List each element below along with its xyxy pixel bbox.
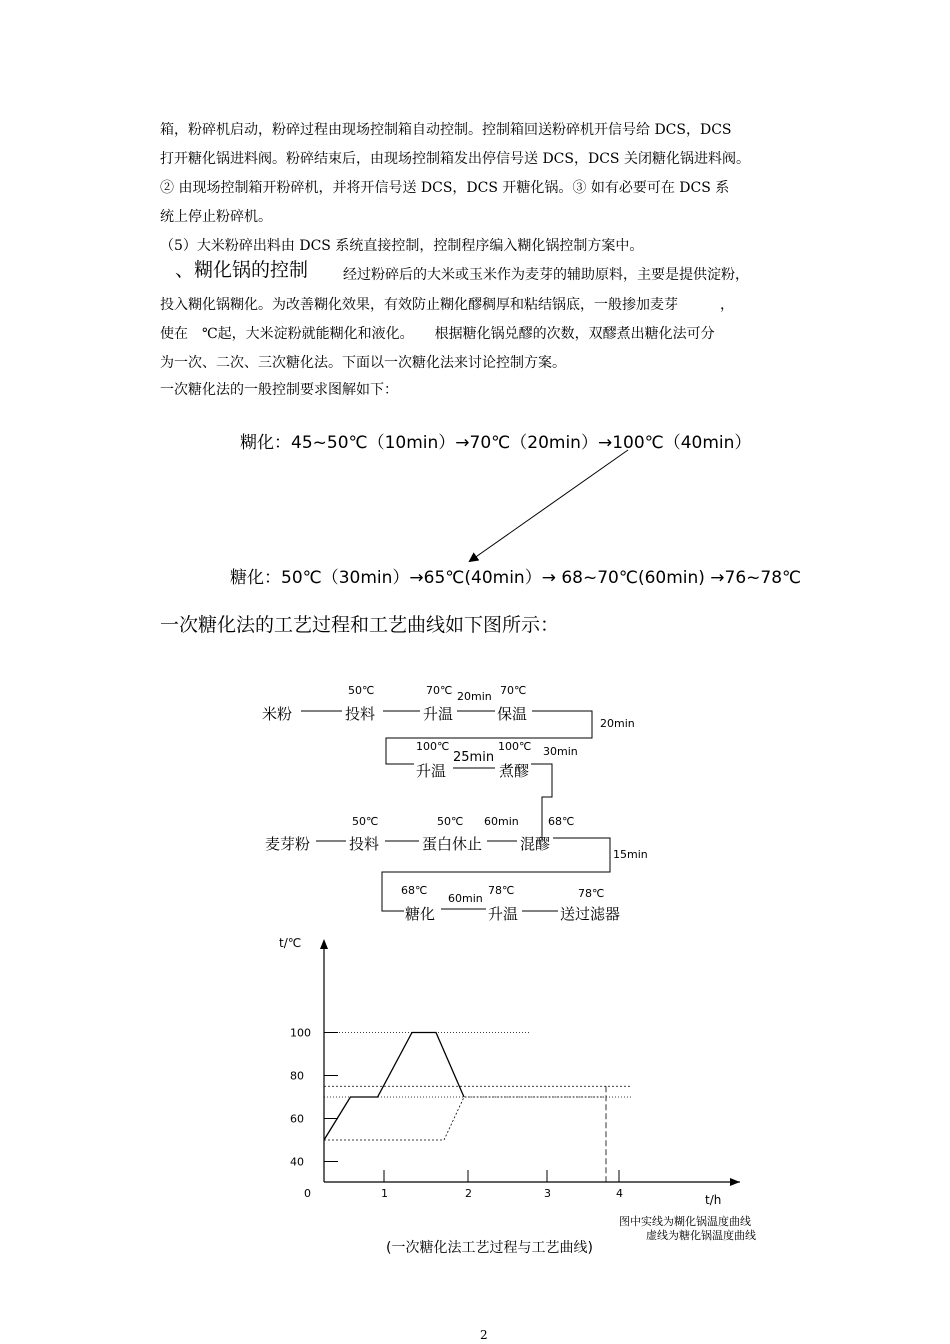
temp-protein: 50℃ (437, 815, 464, 828)
time-25min: 25min (453, 750, 495, 765)
y-tick-label: 60 (290, 1112, 304, 1126)
time-30min: 30min (543, 745, 578, 758)
time-60min-b: 60min (448, 892, 483, 905)
flow-row-4 (441, 909, 558, 911)
temperature-chart (290, 939, 740, 1200)
paragraph-line-6: 经过粉碎后的大米或玉米作为麦芽的辅助原料，主要是提供淀粉， (343, 267, 749, 283)
node-boil: 煮醪 (499, 762, 530, 780)
y-tick-label: 100 (290, 1026, 311, 1040)
chart-xlabel: t/h (705, 1193, 722, 1207)
node-heat3: 升温 (488, 905, 519, 923)
paragraph-line-8: 使在 ℃起，大米淀粉就能糊化和液化。 根据糖化锅兑醪的次数，双醪煮出糖化法可分 (160, 326, 715, 342)
node-heat2: 升温 (416, 762, 447, 780)
flow-row-2 (453, 764, 552, 840)
node-to-filter: 送过滤器 (560, 905, 621, 923)
page-number: 2 (480, 1328, 488, 1342)
x-tick-label: 0 (304, 1187, 311, 1200)
x-tick-label: 2 (465, 1187, 472, 1200)
flow-row-3 (316, 838, 610, 911)
node-protein-rest: 蛋白休止 (422, 835, 483, 853)
saccharification-scheme: 糖化：50℃（30min）→65℃(40min）→ 68~70℃(60min) →76~78℃ (230, 568, 802, 588)
gelatinization-scheme: 糊化：45~50℃（10min）→70℃（20min）→100℃（40min） (240, 433, 752, 453)
paragraph-line-5: （5）大米粉碎出料由 DCS 系统直接控制，控制程序编入糊化锅控制方案中。 (160, 238, 644, 254)
node-hold: 保温 (497, 705, 528, 723)
node-heat1: 升温 (423, 705, 454, 723)
time-15min: 15min (613, 848, 648, 861)
x-tick-label: 3 (544, 1187, 551, 1200)
paragraph-line-2: 打开糖化锅进料阀。粉碎结束后，由现场控制箱发出停信号送 DCS，DCS 关闭糖化锅进料阀。 (160, 151, 750, 167)
temp-saccharify: 68℃ (401, 884, 428, 897)
temp-mix: 68℃ (548, 815, 575, 828)
paragraph-line-7: 投入糊化锅糊化。为改善糊化效果，有效防止糊化醪稠厚和粘结锅底，一般掺加麦芽 ， (160, 297, 734, 313)
temp-hold: 70℃ (500, 684, 527, 697)
temp-boil: 100℃ (498, 740, 532, 753)
x-tick-label: 1 (381, 1187, 388, 1200)
temp-heat3: 78℃ (488, 884, 515, 897)
node-feed2: 投料 (349, 835, 380, 853)
temp-feed2: 50℃ (352, 815, 379, 828)
time-20min-a: 20min (457, 690, 492, 703)
y-tick-label: 80 (290, 1069, 304, 1083)
time-20min-b: 20min (600, 717, 635, 730)
process-caption: 一次糖化法的工艺过程和工艺曲线如下图所示： (160, 614, 560, 636)
chart-caption: (一次糖化法工艺过程与工艺曲线) (386, 1240, 593, 1256)
chart-ylabel: t/℃ (279, 936, 302, 950)
section-title: 、糊化锅的控制 (175, 259, 309, 281)
chart-legend-solid: 图中实线为糊化锅温度曲线 (619, 1215, 751, 1228)
chart-legend-dotted: 虚线为糖化锅温度曲线 (646, 1229, 756, 1242)
node-saccharify: 糖化 (405, 905, 436, 923)
time-60min-a: 60min (484, 815, 519, 828)
paragraph-line-10: 一次糖化法的一般控制要求图解如下： (160, 382, 398, 398)
paragraph-line-1: 箱，粉碎机启动，粉碎过程由现场控制箱自动控制。控制箱回送粉碎机开信号给 DCS，DCS (160, 122, 732, 138)
node-mix: 混醪 (520, 835, 551, 853)
node-feed1: 投料 (345, 705, 376, 723)
series-saccharification-line (324, 1097, 604, 1140)
node-rice-powder: 米粉 (262, 705, 293, 723)
node-malt-powder: 麦芽粉 (265, 835, 311, 853)
paragraph-line-3: ② 由现场控制箱开粉碎机，并将开信号送 DCS，DCS 开糖化锅。③ 如有必要可在 DCS 系 (160, 180, 730, 196)
temp-heat2: 100℃ (416, 740, 450, 753)
x-tick-label: 4 (616, 1187, 623, 1200)
temp-filter: 78℃ (578, 887, 605, 900)
flow-row-1 (301, 711, 592, 764)
scheme-connector-arrow (470, 450, 628, 561)
x-axis-arrow (730, 1178, 740, 1186)
temp-heat1: 70℃ (426, 684, 453, 697)
temp-feed1: 50℃ (348, 684, 375, 697)
paragraph-line-9: 为一次、二次、三次糖化法。下面以一次糖化法来讨论控制方案。 (160, 355, 566, 371)
y-tick-label: 40 (290, 1155, 304, 1169)
paragraph-line-4: 统上停止粉碎机。 (160, 209, 272, 225)
y-axis-arrow (320, 939, 328, 949)
